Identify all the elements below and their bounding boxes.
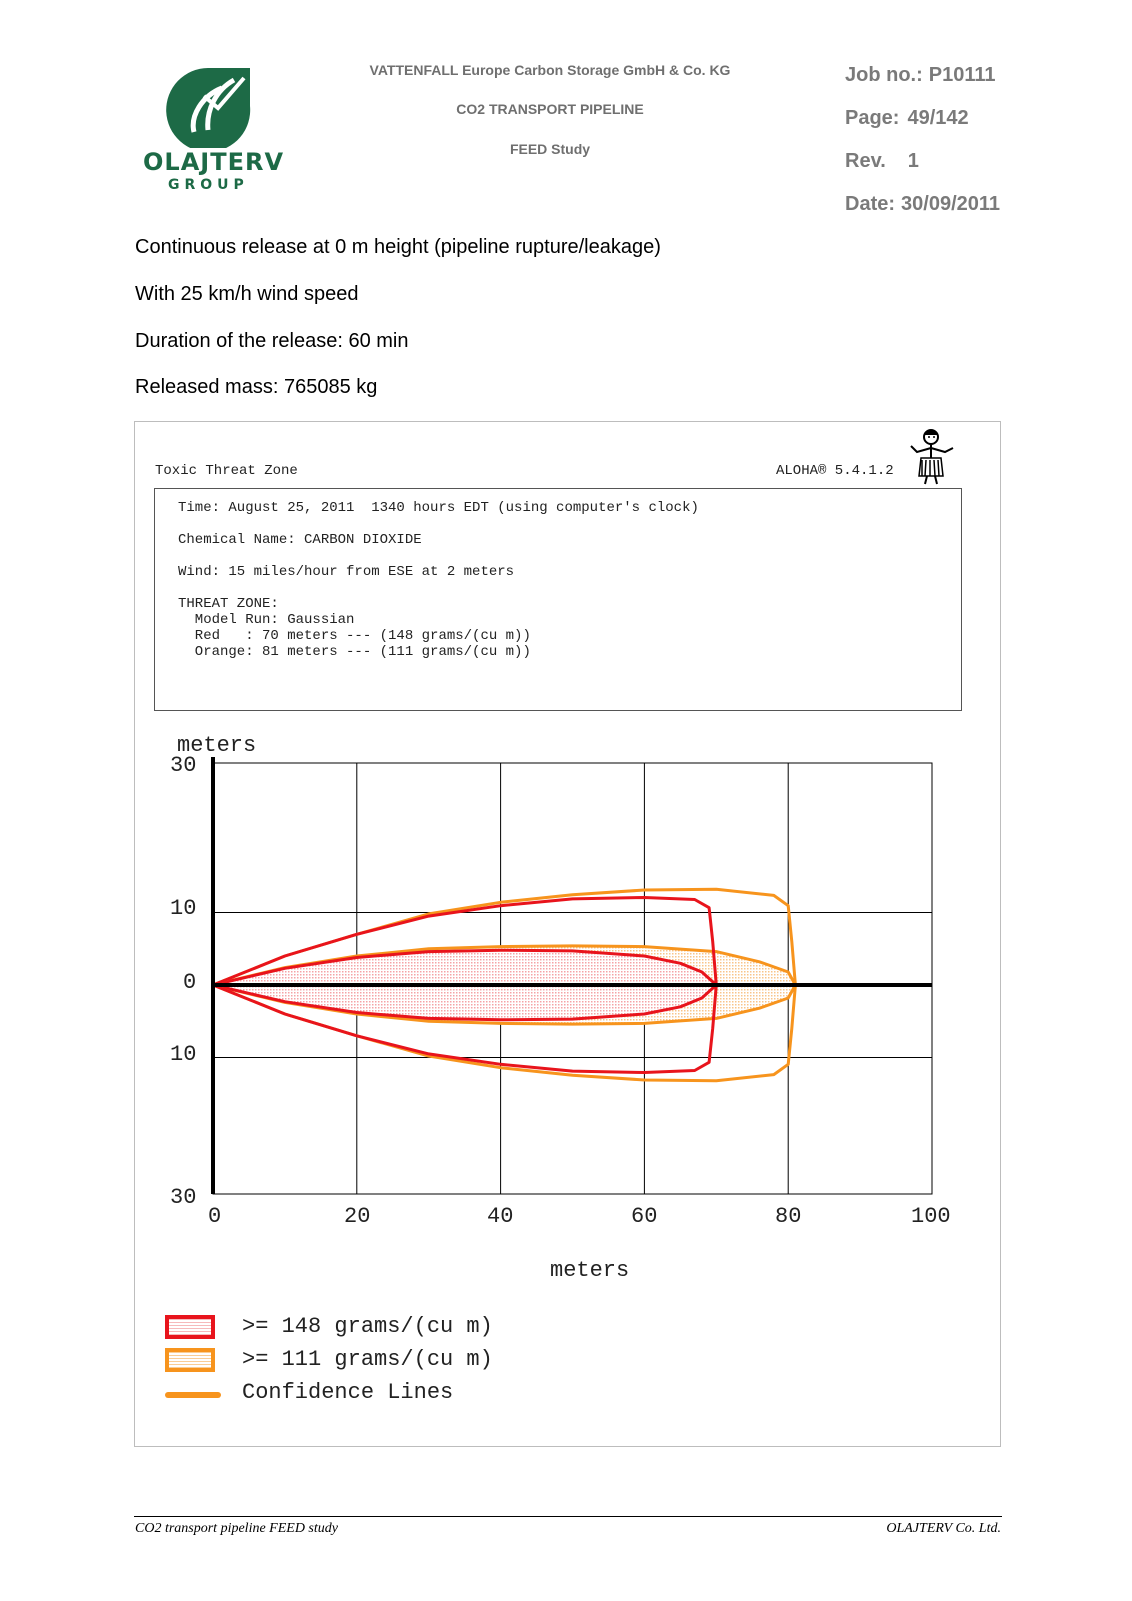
info-orange-zone: Orange: 81 meters --- (111 grams/(cu m)) (178, 644, 531, 660)
footer-left: CO2 transport pipeline FEED study (135, 1521, 338, 1536)
info-model-run: Model Run: Gaussian (178, 612, 355, 628)
header-project: CO2 TRANSPORT PIPELINE (456, 101, 644, 117)
legend-confidence-label: Confidence Lines (242, 1380, 454, 1405)
info-red-zone: Red : 70 meters --- (148 grams/(cu m)) (178, 628, 531, 644)
body-line-release: Continuous release at 0 m height (pipeline rupture/leakage) (135, 236, 661, 258)
job-label: Job no.: (845, 64, 923, 86)
page-value: 49/142 (907, 107, 969, 129)
header-company: VATTENFALL Europe Carbon Storage GmbH & Co. KG (369, 62, 731, 78)
x-tick-label: 20 (344, 1204, 371, 1229)
legend-red-swatch (165, 1315, 215, 1339)
body-line-mass: Released mass: 765085 kg (135, 376, 378, 398)
footer-rule (134, 1516, 1002, 1517)
logo-group: GROUP (168, 177, 249, 193)
x-tick-label: 80 (775, 1204, 802, 1229)
date-label: Date: (845, 193, 896, 215)
body-line-wind: With 25 km/h wind speed (135, 283, 359, 305)
x-tick-label: 60 (631, 1204, 658, 1229)
legend-orange-label: >= 111 grams/(cu m) (242, 1347, 493, 1372)
page-label: Page: (845, 107, 900, 129)
x-axis-title: meters (550, 1258, 630, 1283)
info-time: Time: August 25, 2011 1340 hours EDT (using computer's clock) (178, 500, 699, 516)
rev-label: Rev. (845, 150, 886, 172)
legend-orange-swatch (165, 1348, 215, 1372)
date-value: 30/09/2011 (901, 193, 1001, 215)
page-number (845, 107, 969, 130)
job-value: P10111 (928, 64, 996, 86)
logo-name: OLAJTERV (143, 148, 285, 176)
leaf-emblem-icon (164, 66, 252, 148)
legend-confidence-line (165, 1392, 221, 1398)
y-tick-label: 30 (170, 753, 197, 778)
y-tick-label: 10 (170, 896, 197, 921)
revision (845, 150, 919, 173)
job-number (845, 64, 996, 87)
aloha-figure (134, 421, 1001, 1447)
info-threat-zone: THREAT ZONE: (178, 596, 279, 612)
y-tick-label: 30 (170, 1185, 197, 1210)
aloha-version: ALOHA® 5.4.1.2 (776, 463, 894, 479)
info-wind: Wind: 15 miles/hour from ESE at 2 meters (178, 564, 515, 580)
legend-red-label: >= 148 grams/(cu m) (242, 1314, 493, 1339)
rev-value: 1 (907, 150, 919, 172)
x-tick-label: 40 (487, 1204, 514, 1229)
header-study: FEED Study (509, 141, 591, 157)
info-chemical: Chemical Name: CARBON DIOXIDE (178, 532, 422, 548)
olajterv-logo (138, 62, 285, 202)
threat-zone-plot (135, 422, 1000, 1446)
x-tick-label: 100 (911, 1204, 951, 1229)
y-tick-label: 0 (183, 970, 197, 995)
body-line-duration: Duration of the release: 60 min (135, 330, 409, 352)
date (845, 193, 1000, 216)
y-axis-title: meters (177, 733, 257, 758)
figure-title: Toxic Threat Zone (155, 463, 298, 479)
y-tick-label: 10 (170, 1042, 197, 1067)
x-tick-label: 0 (208, 1204, 222, 1229)
footer-right: OLAJTERV Co. Ltd. (886, 1521, 1001, 1536)
